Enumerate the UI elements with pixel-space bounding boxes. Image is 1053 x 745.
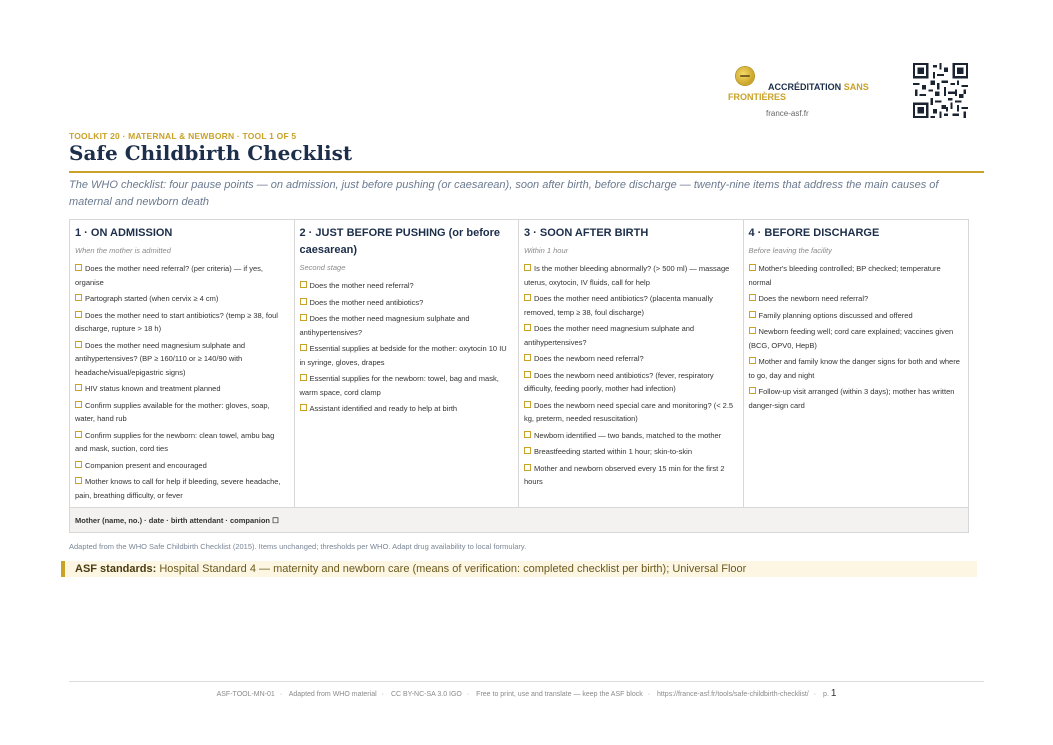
- checklist-item: [75, 292, 289, 306]
- checkbox-icon[interactable]: [300, 374, 307, 381]
- checkbox-icon[interactable]: [524, 371, 531, 378]
- checklist-item: [75, 399, 289, 426]
- asf-standards-callout: [61, 561, 977, 577]
- checklist-item-text: Confirm supplies for the newborn: clean towel, ambu bag and mask, suction, cord ties: [75, 430, 275, 453]
- checklist-item-text: Essential supplies for the newborn: towel, bag and mask, warm space, cord clamp: [299, 374, 499, 397]
- column-heading: 2 · JUST BEFORE PUSHING (or before caesarean): [299, 227, 500, 256]
- footer-divider: [69, 681, 984, 682]
- checkbox-icon[interactable]: [75, 461, 82, 468]
- checklist-item-text: Mother and family know the danger signs for both and where to go, day and night: [748, 357, 960, 380]
- checklist-item: [749, 325, 964, 352]
- checklist-item: [524, 292, 738, 319]
- standards-label: ASF standards:: [75, 563, 157, 575]
- checkbox-icon[interactable]: [75, 341, 82, 348]
- column-heading: 4 · BEFORE DISCHARGE: [748, 227, 880, 239]
- checkbox-icon[interactable]: [524, 447, 531, 454]
- checklist-item-text: Is the mother bleeding abnormally? (> 500 ml) — massage uterus, oxytocin, IV fluids, call for help: [524, 264, 730, 287]
- checklist-item-text: Does the newborn need special care and monitoring? (< 2.5 kg, preterm, needed resuscitation): [524, 400, 734, 423]
- checklist-item: [749, 355, 964, 382]
- qr-code-icon: [913, 63, 968, 118]
- checkbox-icon[interactable]: [524, 464, 531, 471]
- checklist-item-text: Assistant identified and ready to help at birth: [309, 404, 458, 413]
- checklist-item: [300, 372, 514, 399]
- checkbox-icon[interactable]: [300, 298, 307, 305]
- checklist-item: [524, 399, 738, 426]
- checkbox-icon[interactable]: [524, 354, 531, 361]
- checkbox-icon[interactable]: [75, 264, 82, 271]
- checkbox-icon[interactable]: [75, 431, 82, 438]
- checkbox-icon[interactable]: [75, 401, 82, 408]
- checklist-item-text: Newborn identified — two bands, matched to the mother: [534, 430, 722, 440]
- column-subtitle: Within 1 hour: [524, 246, 569, 255]
- logo-name-part1: ACCRÉDITATION: [768, 82, 842, 92]
- column-subtitle: Before leaving the facility: [748, 246, 832, 255]
- checklist-item-text: Does the newborn need antibiotics? (fever, respiratory difficulty, feeding poorly, mother had infection): [524, 370, 714, 393]
- checklist-item-text: Mother's bleeding controlled; BP checked; temperature normal: [748, 264, 941, 287]
- column-subtitle: When the mother is admitted: [75, 246, 171, 255]
- checklist-item-text: Family planning options discussed and offered: [758, 310, 913, 320]
- checklist-item: [75, 309, 289, 336]
- checklist-item-text: Essential supplies at bedside for the mother: oxytocin 10 IU in syringe, gloves, drapes: [299, 344, 507, 367]
- asf-logo: [728, 63, 888, 123]
- checkbox-icon[interactable]: [300, 314, 307, 321]
- footer-source: Adapted from WHO material: [288, 691, 377, 698]
- logo-name-part2: SANS FRONTIÈRES: [728, 82, 869, 102]
- checklist-item-text: Does the mother need magnesium sulphate and antihypertensives?: [299, 314, 470, 337]
- pause-point-admission: [70, 220, 295, 507]
- pause-point-before-pushing: [295, 220, 520, 507]
- checklist-item-text: Does the mother need referral? (per criteria) — if yes, organise: [75, 264, 263, 287]
- checkbox-icon[interactable]: [300, 404, 307, 411]
- checklist-item: [75, 262, 289, 289]
- checklist-item: [524, 369, 738, 396]
- checkbox-icon[interactable]: [524, 401, 531, 408]
- checklist-item-text: Does the mother need antibiotics?: [309, 297, 424, 307]
- standards-text: Hospital Standard 4 — maternity and newborn care (means of verification: completed checklist per birth); Universal Floor: [159, 563, 747, 575]
- checklist-item: [524, 322, 738, 349]
- checklist-item: [749, 385, 964, 412]
- checklist-item-text: Mother and newborn observed every 15 min for the first 2 hours: [524, 463, 725, 486]
- column-subtitle: Second stage: [299, 263, 346, 272]
- footer-note: Free to print, use and translate — keep the ASF block: [476, 691, 643, 698]
- checklist-grid: [69, 219, 969, 508]
- checklist-item-text: Does the mother need to start antibiotics? (temp ≥ 38, foul discharge, rupture > 18 h): [75, 310, 278, 333]
- checklist-item-text: Follow-up visit arranged (within 3 days); mother has written danger-sign card: [748, 387, 955, 410]
- checkbox-icon[interactable]: [75, 294, 82, 301]
- signature-row[interactable]: Mother (name, no.) · date · birth attendant · companion ☐: [69, 508, 969, 533]
- checklist-item-text: HIV status known and treatment planned: [85, 384, 221, 393]
- footer-code: ASF-TOOL-MN-01: [216, 691, 275, 698]
- checklist-item: [75, 339, 289, 380]
- checklist-item: [749, 309, 964, 323]
- checkbox-icon[interactable]: [749, 264, 756, 271]
- checklist-item: [749, 292, 964, 306]
- checklist-item: [75, 475, 289, 502]
- logo-wordmark: [728, 82, 888, 102]
- footer-url[interactable]: https://france-asf.fr/tools/safe-childbirth-checklist/: [657, 691, 809, 698]
- footer-page-prefix: p.: [823, 691, 829, 698]
- checklist-item-text: Confirm supplies available for the mother: gloves, soap, water, hand rub: [75, 400, 270, 423]
- checkbox-icon[interactable]: [300, 344, 307, 351]
- checkbox-icon[interactable]: [749, 387, 756, 394]
- column-heading: 3 · SOON AFTER BIRTH: [524, 227, 649, 239]
- checklist-item: [524, 262, 738, 289]
- checkbox-icon[interactable]: [749, 311, 756, 318]
- checklist-item: [300, 402, 514, 416]
- pause-point-after-birth: [519, 220, 744, 507]
- checklist-item-text: Does the mother need referral?: [309, 281, 414, 290]
- checklist-item-text: Does the newborn need referral?: [758, 294, 869, 303]
- checklist-item: [300, 279, 514, 293]
- checklist-item: [75, 382, 289, 396]
- logo-url: france-asf.fr: [766, 109, 809, 118]
- checklist-item-text: Does the newborn need referral?: [534, 354, 644, 363]
- checkbox-icon[interactable]: [749, 294, 756, 301]
- checklist-item-text: Does the mother need magnesium sulphate and antihypertensives?: [524, 324, 695, 347]
- checklist-item: [524, 462, 738, 489]
- checkbox-icon[interactable]: [524, 264, 531, 271]
- checkbox-icon[interactable]: [524, 431, 531, 438]
- checklist-item: [75, 459, 289, 473]
- checkbox-icon[interactable]: [524, 324, 531, 331]
- checklist-item: [524, 429, 738, 443]
- checklist-item: [524, 445, 738, 459]
- checkbox-icon[interactable]: [75, 384, 82, 391]
- page-title: Safe Childbirth Checklist: [69, 141, 353, 165]
- checklist-item: [524, 352, 738, 366]
- page-footer: ASF-TOOL-MN-01 · Adapted from WHO material · CC BY-NC-SA 3.0 IGO · Free to print, use and translate — keep the ASF block · https://france-asf.fr/tools/safe-childbirth-checklist/ · p. 1: [216, 688, 837, 699]
- intro-text: The WHO checklist: four pause points — on admission, just before pushing (or caesarean), soon after birth, before discharge — twenty-nine items that address the main causes of maternal and newborn death: [69, 179, 939, 208]
- checklist-item-text: Breastfeeding started within 1 hour; skin-to-skin: [534, 447, 692, 456]
- checklist-item-text: Partograph started (when cervix ≥ 4 cm): [85, 294, 219, 303]
- checklist-item: [75, 429, 289, 456]
- checkbox-icon[interactable]: [749, 357, 756, 364]
- checklist-item-text: Companion present and encouraged: [85, 460, 207, 470]
- toolkit-kicker: TOOLKIT 20 · MATERNAL & NEWBORN · TOOL 1 OF 5: [69, 131, 297, 141]
- checkbox-icon[interactable]: [75, 477, 82, 484]
- page-number: 1: [830, 688, 837, 699]
- checklist-item-text: Newborn feeding well; cord care explained; vaccines given (BCG, OPV0, HepB): [748, 327, 954, 350]
- title-divider: [69, 171, 984, 173]
- column-heading: 1 · ON ADMISSION: [75, 227, 173, 239]
- footer-license: CC BY-NC-SA 3.0 IGO: [390, 691, 462, 698]
- checklist-item: [300, 312, 514, 339]
- checklist-item: [300, 296, 514, 310]
- checkbox-icon[interactable]: [749, 327, 756, 334]
- checklist-item-text: Does the mother need magnesium sulphate and antihypertensives? (BP ≥ 160/110 or ≥ 140/90 with headache/visual/epigastric signs): [75, 340, 246, 377]
- checklist-item-text: Does the mother need antibiotics? (placenta manually removed, temp ≥ 38, foul discharge): [524, 294, 713, 317]
- pause-point-before-discharge: [744, 220, 969, 507]
- checkbox-icon[interactable]: [300, 281, 307, 288]
- checkbox-icon[interactable]: [75, 311, 82, 318]
- adaptation-note: Adapted from the WHO Safe Childbirth Checklist (2015). Items unchanged; thresholds per WHO. Adapt drug availability to local formulary.: [69, 542, 527, 551]
- checklist-item-text: Mother knows to call for help if bleeding, severe headache, pain, breathing difficulty, or fever: [75, 477, 281, 500]
- checkbox-icon[interactable]: [524, 294, 531, 301]
- checklist-item: [300, 342, 514, 369]
- checklist-item: [749, 262, 964, 289]
